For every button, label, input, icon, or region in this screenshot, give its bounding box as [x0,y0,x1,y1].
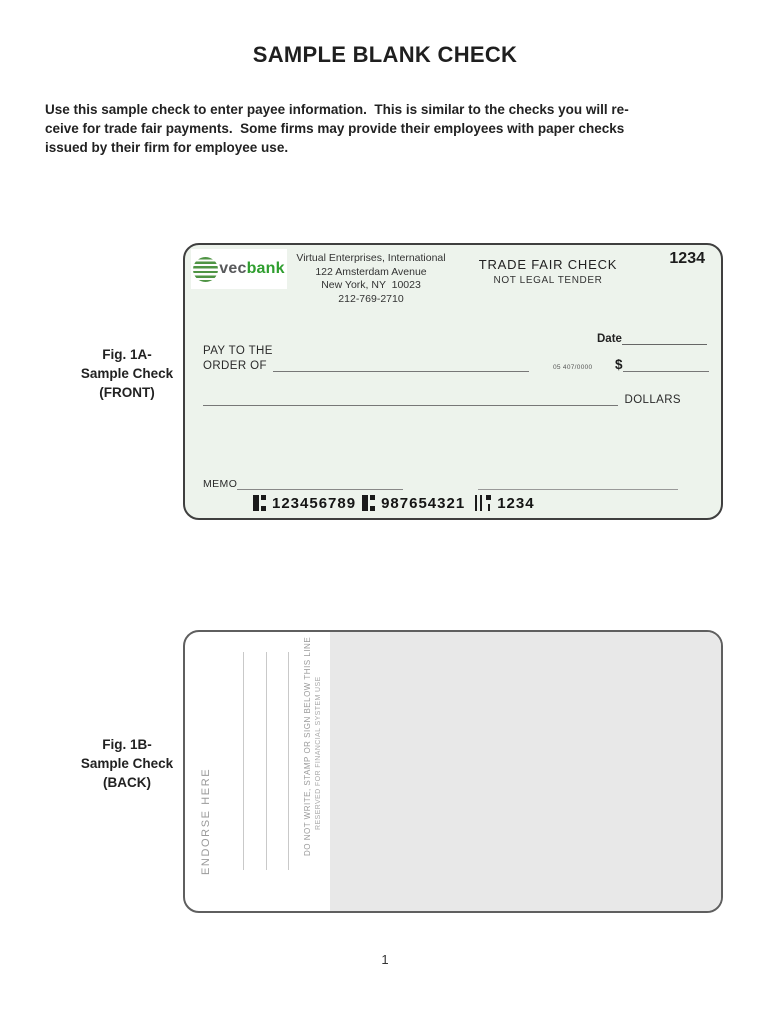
micr-onus-icon [475,495,491,511]
bank-address-line: 122 Amsterdam Avenue [315,265,427,278]
written-amount-blank-line [203,392,618,406]
do-not-write-warning: DO NOT WRITE, STAMP OR SIGN BELOW THIS LINE [303,636,312,856]
reserved-gray-panel [330,632,721,911]
dollar-sign: $ [615,357,623,372]
intro-line: issued by their firm for employee use. [45,140,289,155]
endorse-here-label: ENDORSE HERE [200,767,212,875]
pay-to-row [203,358,529,372]
figure-1b-line3: (BACK) [103,775,151,790]
pay-to-label-line1: PAY TO THE [203,345,273,357]
micr-transit-icon [362,495,375,511]
bank-address-line: Virtual Enterprises, International [296,252,446,264]
memo-label: MEMO [203,478,238,490]
dollars-row [203,392,681,406]
bank-fraction-code: 05 407/0000 [553,364,593,371]
endorsement-line [288,652,289,870]
figure-1a-line3: (FRONT) [99,385,155,400]
memo-blank-line [237,476,403,490]
micr-serial-number: 1234 [497,494,535,512]
check-type-block [468,257,628,286]
intro-paragraph [45,100,735,157]
page-title: SAMPLE BLANK CHECK [252,42,518,67]
endorsement-line [266,652,267,870]
amount-blank-line [623,358,709,372]
figure-1b-line2: Sample Check [80,756,174,771]
check-type-title: TRADE FAIR CHECK [478,257,618,272]
micr-transit-icon [253,495,266,511]
figure-1a-line1: Fig. 1A- [102,347,152,362]
check-number: 1234 [669,250,705,267]
micr-line [249,494,537,512]
amount-row [615,357,709,372]
page-number: 1 [381,952,389,967]
date-label: Date [597,333,622,345]
figure-1b-line1: Fig. 1B- [102,737,152,752]
reserved-use-note: RESERVED FOR FINANCIAL SYSTEM USE [315,676,322,830]
payee-blank-line [273,358,529,372]
bank-logo-prefix: vec [219,260,247,277]
check-front [183,243,723,520]
globe-stripes-icon [193,257,218,282]
check-back [183,630,723,913]
micr-account-number: 987654321 [381,494,466,512]
bank-address-line: 212-769-2710 [338,292,404,305]
date-row [597,331,707,345]
dollars-label: DOLLARS [624,394,681,406]
date-blank-line [622,331,707,345]
bank-logo-suffix: bank [246,260,285,277]
endorsement-line [243,652,244,870]
memo-row [203,476,403,490]
intro-line: Use this sample check to enter payee information. This is similar to the checks you will re- [45,102,629,117]
bank-address-line: New York, NY 10023 [321,279,421,291]
figure-1a-line2: Sample Check [80,366,174,381]
intro-line: ceive for trade fair payments. Some firms may provide their employees with paper checks [45,121,625,136]
pay-to-label-line2: ORDER OF [203,360,267,372]
bank-address-block [285,252,457,306]
micr-routing-number: 123456789 [272,494,357,512]
check-tender-note: NOT LEGAL TENDER [493,275,603,286]
signature-blank-line [478,476,678,490]
bank-logo [191,249,287,289]
